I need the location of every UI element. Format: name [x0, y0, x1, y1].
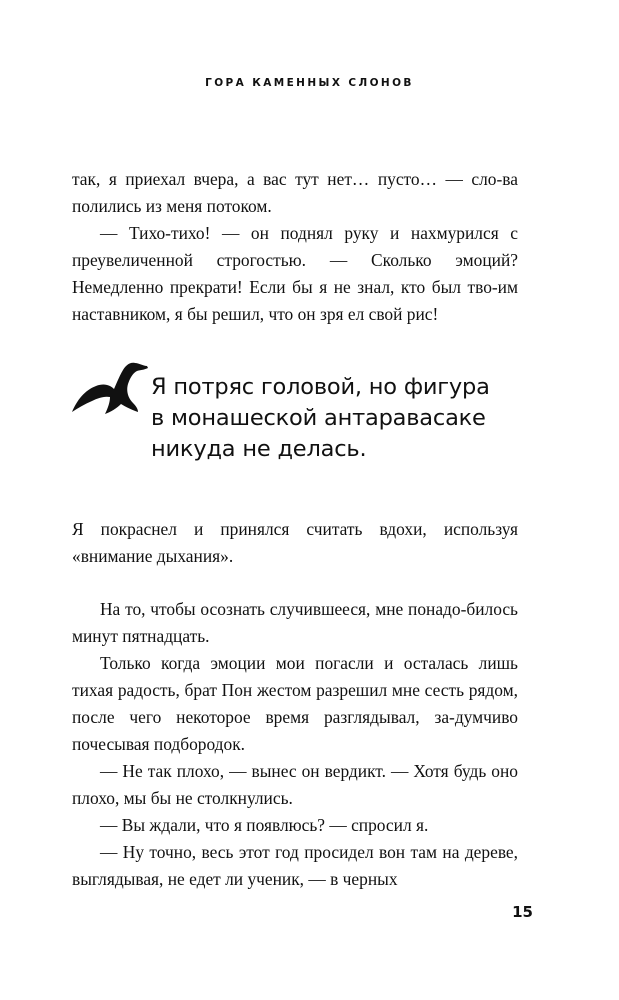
pull-quote-line: в монашеской антаравасаке — [151, 405, 486, 431]
text-block-middle — [72, 516, 518, 570]
paragraph: На то, чтобы осознать случившееся, мне понадо-билось минут пятнадцать. — [72, 599, 518, 646]
paragraph: — Ну точно, весь этот год просидел вон там на дереве, выглядывая, не едет ли ученик, — в черных — [72, 842, 518, 889]
pull-quote-text — [151, 372, 531, 465]
pull-quote-line: никуда не делась. — [151, 436, 367, 462]
paragraph: Только когда эмоции мои погасли и осталась лишь тихая радость, брат Пон жестом разрешил мне сесть рядом, после чего некоторое время разглядывал, за-думчиво почесывая подбородок. — [72, 653, 518, 754]
text-block-top — [72, 166, 518, 328]
running-head: ГОРА КАМЕННЫХ СЛОНОВ — [205, 77, 414, 89]
paragraph: Я покраснел и принялся считать вдохи, используя «внимание дыхания». — [72, 519, 518, 566]
bird-icon — [68, 356, 150, 416]
paragraph: — Вы ждали, что я появлюсь? — спросил я. — [100, 815, 429, 835]
paragraph: так, я приехал вчера, а вас тут нет… пусто… — сло-ва полились из меня потоком. — [72, 169, 518, 216]
paragraph: — Тихо-тихо! — он поднял руку и нахмурился с преувеличенной строгостью. — Сколько эмоций? Немедленно прекрати! Если бы я не знал, кто был тво-им наставником, я бы решил, что он зря ел свой рис! — [72, 223, 518, 324]
pull-quote-line: Я потряс головой, но фигура — [151, 374, 490, 400]
page-number: 15 — [512, 903, 533, 921]
pull-quote — [68, 350, 528, 470]
text-block-bottom — [72, 596, 518, 893]
paragraph: — Не так плохо, — вынес он вердикт. — Хотя будь оно плохо, мы бы не столкнулись. — [72, 761, 518, 808]
